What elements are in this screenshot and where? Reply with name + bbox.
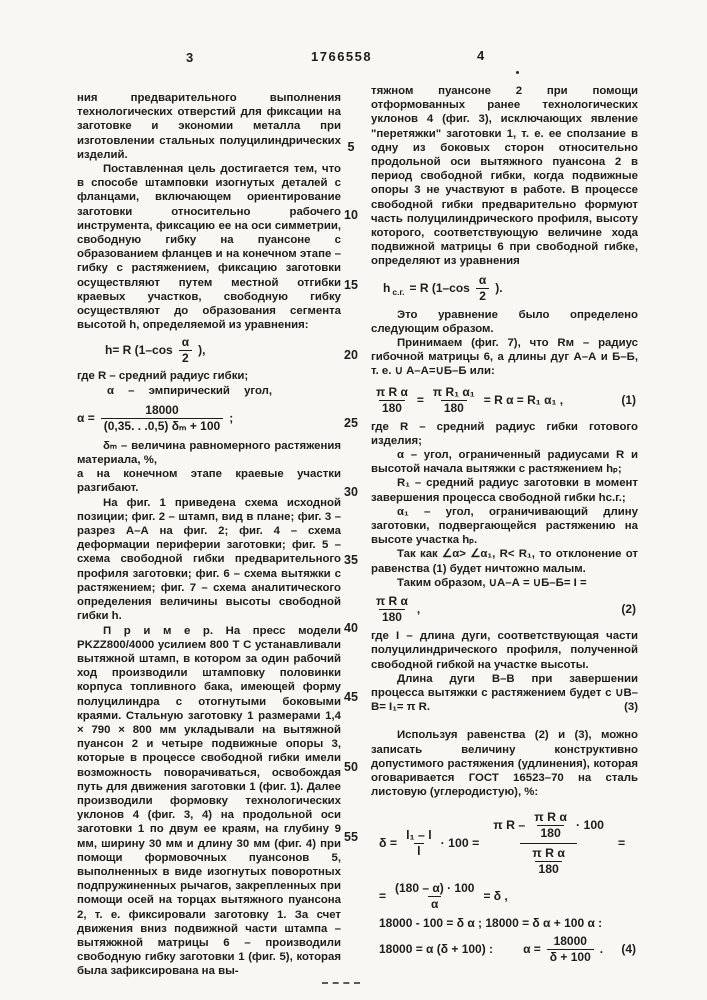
formula-part: · 100 = — [440, 836, 480, 851]
equation-number: (4) — [621, 942, 636, 957]
fraction — [179, 335, 192, 366]
fraction-numerator: 18000 — [145, 402, 179, 417]
formula-part: h — [383, 280, 391, 295]
fraction — [529, 846, 568, 877]
fraction-denominator: l — [414, 843, 423, 859]
subscript: с.г. — [392, 286, 405, 297]
left-column — [77, 91, 341, 984]
line-number: 55 — [344, 830, 358, 844]
fraction-denominator: (0,35. . .0,5) δₘ + 100 — [101, 418, 223, 434]
formula-part: α = — [77, 410, 95, 425]
formula-alpha — [77, 403, 341, 434]
paragraph: Длина дуги В–В при завершении процесса вытяжки с растяжением будет с ∪В–В= I₁= π R. — [371, 672, 638, 714]
paragraph: а на конечном этапе краевые участки разгибают. — [77, 468, 341, 495]
line-number: 45 — [344, 690, 358, 704]
formula-part: ). — [495, 280, 503, 295]
paragraph: Таким образом, ∪А–А = ∪Б–Б= I = — [397, 576, 587, 589]
fraction-denominator: 180 — [379, 400, 405, 416]
paragraph: ния предварительного выполнения технологических отверстий для фиксации на заготовке и экономии металла при изготовлении стальных полуцилиндрических изделий. — [77, 92, 341, 161]
fraction-numerator: π R₁ α₁ — [432, 384, 475, 399]
fraction-denominator: 2 — [179, 350, 192, 366]
formula-part: ; — [229, 410, 234, 425]
line-number: 50 — [344, 760, 358, 774]
equation-number: (3) — [624, 701, 638, 714]
formula-part: = — [618, 836, 626, 851]
fraction — [101, 403, 223, 434]
line-number: 5 — [347, 140, 355, 154]
line-number: 40 — [344, 621, 358, 635]
fraction-denominator: δ + 100 — [547, 949, 594, 965]
paragraph: где R – средний радиус гибки готового изделия; — [371, 420, 638, 447]
formula-part: · 100 — [575, 818, 604, 833]
fraction — [476, 273, 489, 304]
paragraph: Поставленная цель достигается тем, что в способе штамповки изогнутых деталей с фланцами, включающем ориентирование заготовки относительно рабочего инструмента, фиксацию ее на оси симметрии, свободную гибку на пуансоне с образованием фланцев и на конечном этапе – гибку с растяжением, фиксацию заготовки осуществляют путем местной отгибки краевых участков, свободную гибку осуществляют до образования сегмента высотой h, определяемой из уравнения: — [77, 163, 341, 332]
fraction-numerator: α — [181, 335, 190, 350]
paragraph: α₁ – угол, ограничивающий длину заготовки, подвергающейся растяжению на высоте участка hₚ. — [371, 505, 638, 547]
fraction-denominator: 180 — [535, 861, 562, 877]
column-number-left: 3 — [186, 50, 194, 65]
formula-part: = — [379, 889, 387, 904]
formula-part: ), — [198, 343, 206, 358]
fraction-denominator: 180 — [441, 400, 467, 416]
formula-part: α = — [523, 942, 541, 957]
paragraph: α – эмпирический угол, — [107, 384, 273, 397]
fraction-numerator: (180 – α) · 100 — [395, 881, 475, 896]
paragraph: где I – длина дуги, соответствующая части полуцилиндрического профиля, полученной свободной гибкой на участке высоты. — [371, 630, 638, 671]
paragraph: Так как ∠α> ∠α₁, R< R₁, то отклонение от равенства (1) будет ничтожно малым. — [371, 548, 638, 575]
equation-number: (1) — [621, 392, 636, 407]
line-number: 30 — [344, 485, 358, 499]
formula-part: δ = — [379, 836, 398, 851]
scan-speck — [516, 71, 519, 74]
paragraph-with-tag — [371, 672, 638, 715]
formula-part: = R α = R₁ α₁ , — [483, 392, 564, 407]
paragraph: П р и м е р. На пресс модели PKZZ800/4000 усилием 800 Т С устанавливали вытяжной штамп, в котором за один рабочий ход производили штамповку половинки корпуса топливного бака, имеющей форму полуцилиндра с отогнутыми боковыми краями. Стальную заготовку 1 размерами 1,4 × 790 × 800 мм укладывали на вытяжной пуансон 2 и четыре подвижные опоры 3, которые в процессе свободной гибки имели возможность поворачиваться, освобождая путь для движения заготовки 1 (фиг. 1). Далее производили формовку технологических уклонов 4 (фиг. 3, 4) на продольной оси заготовки 1 по двум ее краям, на глубину 9 мм, ширину 30 мм и длину 30 мм (фиг. 4) при помощи формовочных пуансонов 5, выполненных в виде изогнутых поворотных подпружиненных рычагов, закрепленных при помощи осей на торцах вытяжного пуансона 2, т. е. фиксировали заготовку 1. За счет движения вниз подвижной части штампа – вытяжжной матрицы 6 – производили свободную гибку заготовки 1 (фиг. 5), которая была зафиксирована на вы- — [77, 624, 341, 978]
fraction-numerator: l₁ – l — [406, 828, 432, 843]
line-number: 15 — [344, 278, 358, 292]
fraction-numerator — [486, 808, 611, 843]
line-number: 25 — [344, 416, 358, 430]
formula-part: = — [416, 392, 424, 407]
formula-2 — [371, 594, 638, 625]
formula-part: h= R (1–cos — [105, 343, 173, 358]
fraction — [373, 594, 411, 625]
right-column — [371, 84, 638, 969]
fraction-numerator: α — [478, 272, 487, 287]
formula-h — [77, 335, 341, 366]
fraction-denominator: 2 — [476, 288, 489, 304]
formula-part: . — [599, 942, 604, 957]
formula-delta-2 — [371, 881, 638, 912]
formula-part: , — [416, 602, 421, 617]
fraction-denominator: 180 — [379, 609, 405, 625]
equation-line: 18000 - 100 = δ α ; 18000 = δ α + 100 α : — [379, 916, 603, 931]
formula-part: 18000 = α (δ + 100) : — [379, 942, 494, 957]
paragraph: α – угол, ограниченный радиусами R и высотой начала вытяжки с растяжением hₚ; — [371, 449, 638, 476]
fraction — [547, 934, 594, 965]
paragraph: Это уравнение было определено следующим образом. — [371, 308, 638, 335]
fraction-numerator: π R α — [534, 810, 567, 825]
big-fraction — [486, 808, 611, 879]
formula-delta — [371, 808, 638, 879]
formula-part: = R (1–cos — [409, 280, 470, 295]
patent-number: 1766558 — [311, 49, 373, 64]
paragraph: тяжном пуансоне 2 при помощи отформованных ранее технологических уклонов 4 (фиг. 3), исключающих явление "перетяжки" заготовки 1, т. е. ее сползание в одну из боковых сторон относительно продольной оси вытяжного пуансона 2 в период свободной гибки, когда подвижные опоры 3 не участвуют в работе. В процессе свободной гибки предварительно формуют часть полуцилиндрического профиля, высоту которого, соответствующую величине хода подвижной матрицы 6 при свободной гибке, определяют из уравнения — [371, 85, 638, 268]
column-number-right: 4 — [477, 48, 485, 63]
formula-part: π R – — [493, 818, 526, 833]
fraction — [392, 881, 477, 912]
fraction-denominator: α — [428, 896, 441, 912]
paragraph: R₁ – средний радиус заготовки в момент завершения процесса свободной гибки hс.г.; — [371, 477, 638, 504]
line-number: 10 — [344, 208, 358, 222]
line-number: 20 — [344, 348, 358, 362]
fraction — [430, 385, 478, 416]
paragraph: На фиг. 1 приведена схема исходной позиции; фиг. 2 – штамп, вид в плане; фиг. 3 – разрез А–А на фиг. 2; фиг. 4 – схема деформации периферии заготовки; фиг. 5 – схема свободной гибки предварительного профиля заготовки; фиг. 6 – схема вытяжки с растяжением; фиг. 7 – схема аналитического определения величины высоты свободной гибки h. — [77, 496, 341, 623]
paragraph: Принимаем (фиг. 7), что Rм – радиус гибочной матрицы 6, а длины дуг А–А и Б–Б, т. е. ∪ А–А=∪Б–Б или: — [371, 337, 638, 378]
fraction — [403, 828, 435, 859]
fraction-numerator: 18000 — [553, 934, 587, 949]
formula-h-free-bend — [371, 273, 638, 304]
paragraph: δₘ – величина равномерного растяжения материала, %, — [77, 439, 341, 467]
fraction-denominator: 180 — [537, 825, 564, 841]
fraction-numerator: π R α — [376, 384, 408, 399]
stray-mark — [322, 982, 360, 984]
fraction-numerator: π R α — [532, 846, 565, 861]
formula-1 — [371, 385, 638, 416]
formula-4 — [371, 934, 638, 965]
fraction-denominator — [520, 843, 577, 879]
fraction — [531, 810, 570, 841]
line-number: 35 — [344, 553, 358, 567]
paragraph: Используя равенства (2) и (3), можно записать величину конструктивно допустимого растяжения (удлинения), которая оговаривается ГОСТ 16523–70 на сталь листовую (углеродистую), %: — [371, 729, 638, 799]
paragraph: где R – средний радиус гибки; — [77, 370, 249, 383]
formula-part: = δ , — [483, 889, 508, 904]
equation-number: (2) — [621, 602, 636, 617]
fraction-numerator: π R α — [376, 594, 408, 609]
fraction — [373, 385, 411, 416]
